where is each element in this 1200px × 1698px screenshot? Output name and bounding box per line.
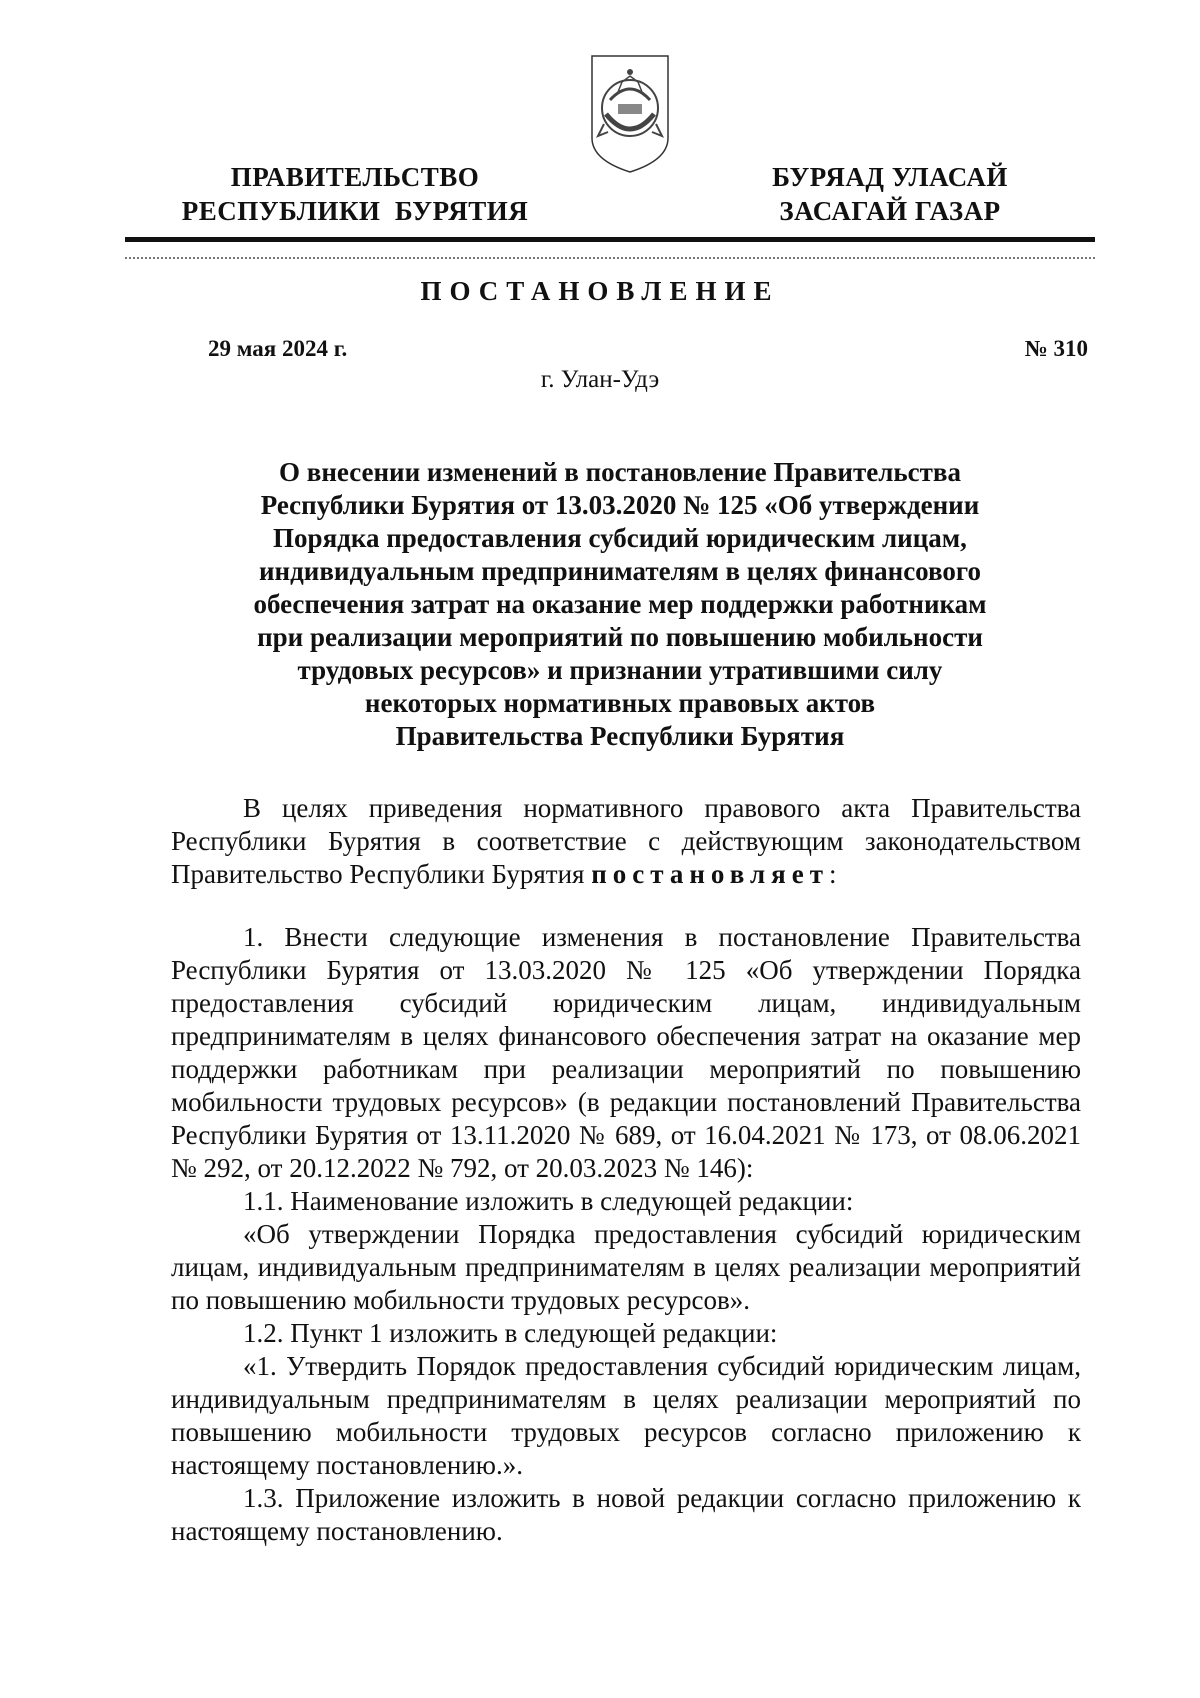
document-city: г. Улан-Удэ [540, 366, 660, 393]
header-rule-thin [125, 257, 1095, 259]
title-line: О внесении изменений в постановление Правительства [279, 457, 961, 487]
document-number: № 310 [1024, 336, 1088, 361]
government-name-russian [170, 160, 540, 228]
header-rule-thick [125, 237, 1095, 242]
title-line: некоторых нормативных правовых актов [364, 688, 876, 718]
title-line: при реализации мероприятий по повышению мобильности [257, 622, 983, 652]
item-1-1: 1.1. Наименование изложить в следующей редакции: [243, 1186, 854, 1216]
item-1-2: 1.2. Пункт 1 изложить в следующей редакции: [243, 1318, 778, 1348]
title-line: индивидуальным предпринимателям в целях финансового [259, 556, 981, 586]
government-name-buryat [745, 160, 1035, 228]
government-name-line-1: ПРАВИТЕЛЬСТВО [230, 162, 480, 192]
document-title [160, 456, 1080, 753]
government-name-buryat-line-2: ЗАСАГАЙ ГАЗАР [779, 196, 1001, 226]
title-line: Порядка предоставления субсидий юридическим лицам, [273, 523, 967, 553]
item-1-2-text: «1. Утвердить Порядок предоставления субсидий юридическим лицам, индивидуальным предпринимателям в целях реализации мероприятий по повышению мобильности трудовых ресурсов согласно приложению к настоящему постановлению.». [171, 1351, 1081, 1480]
government-name-line-2: РЕСПУБЛИКИ БУРЯТИЯ [181, 196, 529, 226]
preamble-text: В целях приведения нормативного правового акта Правительства Республики Бурятия в соответствие с действующим законодательством Правительство Республики Бурятия [171, 793, 1081, 889]
item-1-1-text: «Об утверждении Порядка предоставления субсидий юридическим лицам, индивидуальным предпринимателям в целях реализации мероприятий по повышению мобильности трудовых ресурсов». [171, 1219, 1081, 1315]
document-date: 29 мая 2024 г. [208, 336, 348, 361]
document-type: ПОСТАНОВЛЕНИЕ [420, 276, 780, 306]
title-line: трудовых ресурсов» и признании утратившими силу [297, 655, 943, 685]
item-1-3: 1.3. Приложение изложить в новой редакции согласно приложению к настоящему постановлению. [171, 1483, 1081, 1546]
title-line: Правительства Республики Бурятия [395, 721, 845, 751]
decree-suffix: : [828, 859, 837, 889]
title-line: Республики Бурятия от 13.03.2020 № 125 «Об утверждении [260, 490, 980, 520]
document-body [171, 792, 1081, 1548]
government-name-buryat-line-1: БУРЯАД УЛАСАЙ [772, 162, 1008, 192]
preamble-paragraph [171, 792, 1081, 891]
item-1: 1. Внести следующие изменения в постановление Правительства Республики Бурятия от 13.03.2020 № 125 «Об утверждении Порядка предоставления субсидий юридическим лицам, индивидуальным предпринимателям в целях финансового обеспечения затрат на оказание мер поддержки работникам при реализации мероприятий по повышению мобильности трудовых ресурсов» (в редакции постановлений Правительства Республики Бурятия от 13.11.2020 № 689, от 16.04.2021 № 173, от 08.06.2021 № 292, от 20.12.2022 № 792, от 20.03.2023 № 146): [171, 922, 1081, 1183]
coat-of-arms-icon [588, 52, 672, 176]
title-line: обеспечения затрат на оказание мер поддержки работникам [253, 589, 987, 619]
decree-word: постановляет [591, 859, 829, 889]
